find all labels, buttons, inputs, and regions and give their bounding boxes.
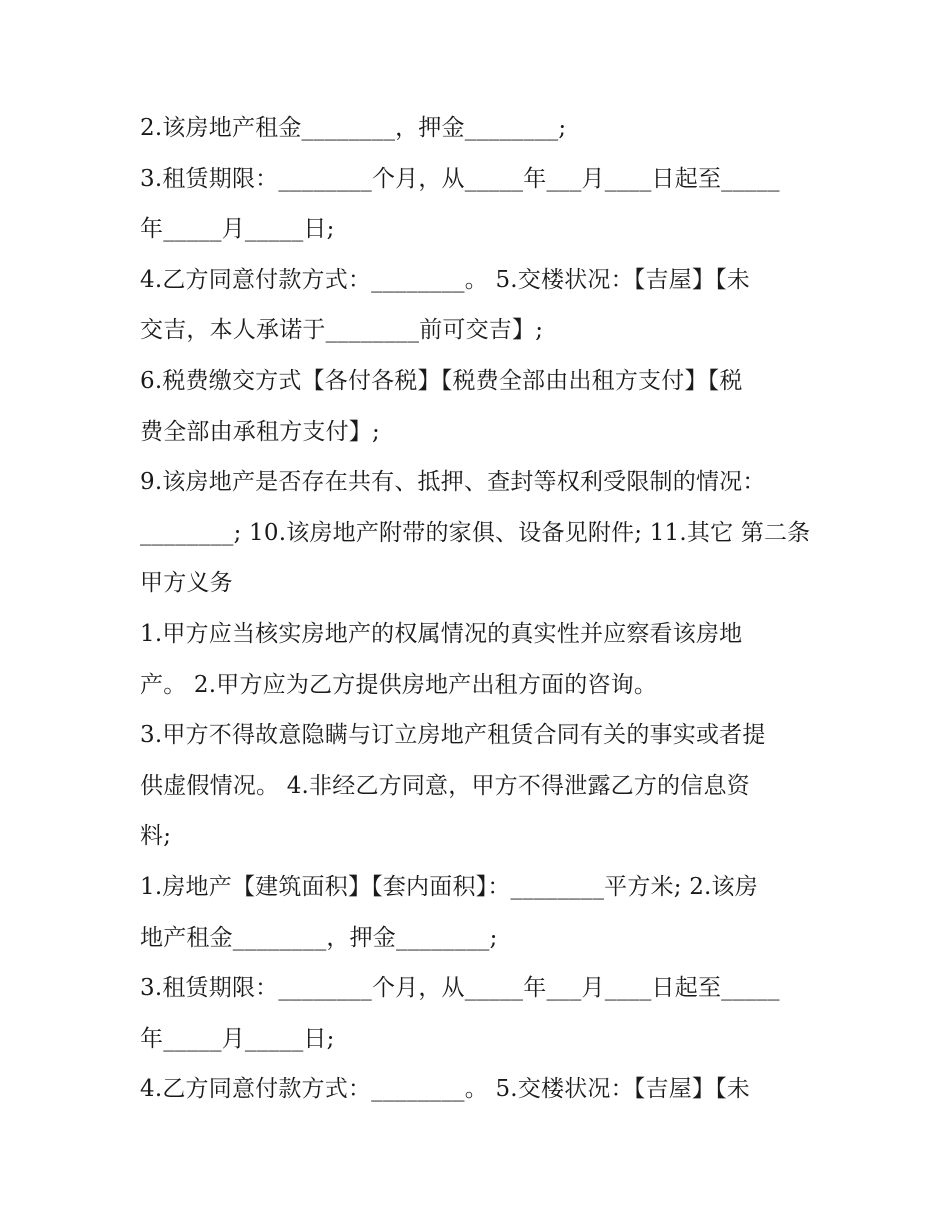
text-line: 4.乙方同意付款方式：________。 5.交楼状况：【吉屋】【未 [140, 266, 750, 293]
text-line: 3.租赁期限：________个月，从_____年___月____日起至_____ [140, 165, 780, 192]
text-line: 产。 2.甲方应为乙方提供房地产出租方面的咨询。 [140, 671, 658, 698]
text-line: 供虚假情况。 4.非经乙方同意，甲方不得泄露乙方的信息资 [140, 772, 750, 799]
text-line: 1.甲方应当核实房地产的权属情况的真实性并应察看该房地 [140, 620, 743, 647]
text-line: 2.该房地产租金________，押金________; [140, 115, 567, 141]
text-line: 4.乙方同意付款方式：________。 5.交楼状况：【吉屋】【未 [140, 1076, 750, 1103]
text-line: 9.该房地产是否存在共有、抵押、查封等权利受限制的情况： [140, 469, 766, 496]
text-line: 1.房地产【建筑面积】【套内面积】：________平方米; 2.该房 [140, 873, 758, 900]
text-line: 地产租金________，押金________; [140, 924, 498, 951]
text-line: 甲方义务 [140, 570, 233, 597]
text-line: 3.租赁期限：________个月，从_____年___月____日起至_____ [140, 975, 780, 1002]
text-line: 料; [140, 823, 172, 850]
text-line: 年_____月_____日; [140, 1025, 335, 1052]
text-line: 交吉，本人承诺于________前可交吉】; [140, 317, 544, 344]
text-line: ________; 10.该房地产附带的家俱、设备见附件; 11.其它 第二条 [140, 519, 811, 546]
text-line: 费全部由承租方支付】; [140, 418, 380, 445]
text-line: 3.甲方不得故意隐瞒与订立房地产租赁合同有关的事实或者提 [140, 722, 766, 749]
text-line: 年_____月_____日; [140, 216, 335, 243]
document-body [140, 103, 820, 1115]
text-line: 6.税费缴交方式【各付各税】【税费全部由出租方支付】【税 [140, 367, 743, 394]
